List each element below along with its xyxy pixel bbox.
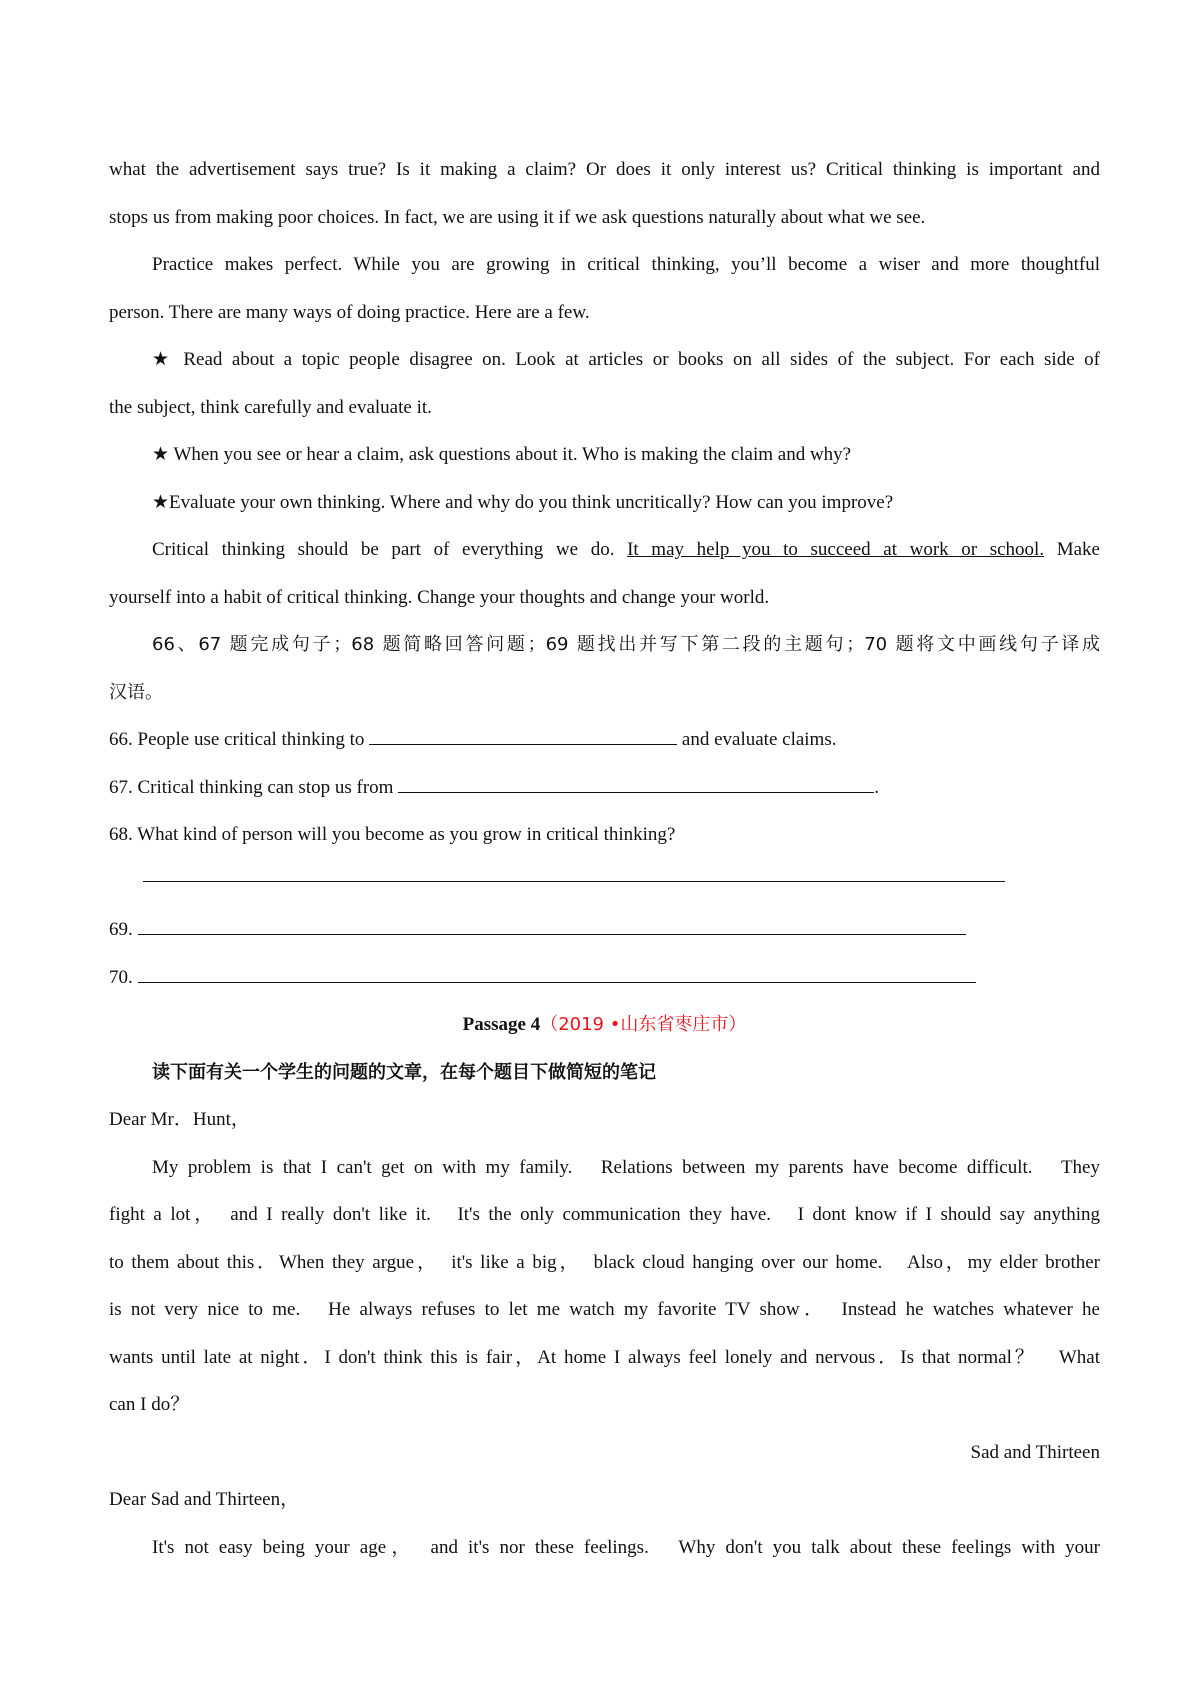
- letter-line3: to them about this．When they argue， it's like a big， black cloud hanging over our home. Also，my elder brother: [109, 1251, 1100, 1273]
- passage4-source: （2019 •山东省枣庄市）: [540, 1014, 747, 1035]
- passage3-paragraph2-line1: Practice makes perfect. While you are growing in critical thinking, you’ll become a wiser and more thoughtful: [152, 254, 1100, 275]
- q68-answer-blank[interactable]: [143, 859, 1005, 882]
- reply-salutation: Dear Sad and Thirteen，: [109, 1489, 300, 1510]
- q70-number: 70.: [109, 966, 138, 988]
- question-70: [109, 954, 1100, 1002]
- letter-line6: can I do？: [109, 1394, 190, 1415]
- q66-suffix: and evaluate claims.: [677, 729, 837, 750]
- q67-answer-blank[interactable]: [398, 776, 874, 793]
- letter-salutation: Dear Mr．Hunt，: [109, 1109, 250, 1130]
- passage3-paragraph1-line2: stops us from making poor choices. In fact, we are using it if we ask questions naturally about what we see.: [109, 206, 926, 228]
- q69-number: 69.: [109, 919, 138, 940]
- q66-prefix: 66. People use critical thinking to: [109, 729, 370, 750]
- q70-answer-blank[interactable]: [138, 966, 976, 983]
- q67-suffix: .: [874, 776, 879, 798]
- passage4-title: Passage 4: [462, 1014, 541, 1035]
- q67-prefix: 67. Critical thinking can stop us from: [109, 776, 399, 798]
- bullet1-line2: the subject, think carefully and evaluate it.: [109, 396, 432, 418]
- bullet2: ★ When you see or hear a claim, ask questions about it. Who is making the claim and why?: [152, 444, 852, 465]
- letter-line4: is not very nice to me. He always refuses to let me watch my favorite TV show． Instead he watches whatever he: [109, 1299, 1100, 1320]
- question-68: 68. What kind of person will you become as you grow in critical thinking?: [109, 824, 676, 845]
- passage4-instruction: 读下面有关一个学生的问题的文章，在每个题目下做简短的笔记: [152, 1061, 656, 1083]
- instructions-line1: 66、67 题完成句子；68 题简略回答问题；69 题找出并写下第二段的主题句；70 题将文中画线句子译成: [152, 634, 1100, 655]
- question-67: [109, 764, 1100, 812]
- question-69: [109, 906, 1100, 954]
- bullet1-line1: ★ Read about a topic people disagree on. Look at articles or books on all sides of the subject. For each side of: [152, 349, 1100, 370]
- paragraph3-text-after: Make: [1044, 539, 1100, 560]
- letter-signature: Sad and Thirteen: [970, 1441, 1100, 1463]
- passage3-paragraph3-line1: [109, 526, 1100, 574]
- letter-line2: fight a lot， and I really don't like it. It's the only communication they have. I dont know if I should say anything: [109, 1204, 1100, 1225]
- q68-answer-line-wrap: [109, 859, 1100, 907]
- passage3-paragraph1-line1: what the advertisement says true? Is it making a claim? Or does it only interest us? Critical thinking is important and: [109, 159, 1100, 180]
- passage3-paragraph3-line2: yourself into a habit of critical thinking. Change your thoughts and change your world.: [109, 586, 770, 608]
- letter-line1: My problem is that I can't get on with my family. Relations between my parents have become difficult. They: [152, 1156, 1100, 1178]
- passage4-heading: [109, 1001, 1100, 1049]
- question-66: [109, 716, 1100, 764]
- reply-line1: It's not easy being your age， and it's nor these feelings. Why don't you talk about these feelings with your: [152, 1536, 1100, 1558]
- bullet3: ★Evaluate your own thinking. Where and why do you think uncritically? How can you improve?: [152, 491, 894, 513]
- paragraph3-text-before: Critical thinking should be part of everything we do.: [152, 539, 628, 560]
- passage3-paragraph2-line2: person. There are many ways of doing practice. Here are a few.: [109, 301, 590, 323]
- underlined-sentence: It may help you to succeed at work or school.: [627, 539, 1045, 560]
- page-content: [109, 146, 1100, 1571]
- letter-line5: wants until late at night．I don't think this is fair，At home I always feel lonely and nervous．Is that normal？ What: [109, 1346, 1100, 1368]
- instructions-line2: 汉语。: [109, 681, 163, 703]
- q66-answer-blank[interactable]: [369, 728, 677, 745]
- q69-answer-blank[interactable]: [138, 918, 966, 935]
